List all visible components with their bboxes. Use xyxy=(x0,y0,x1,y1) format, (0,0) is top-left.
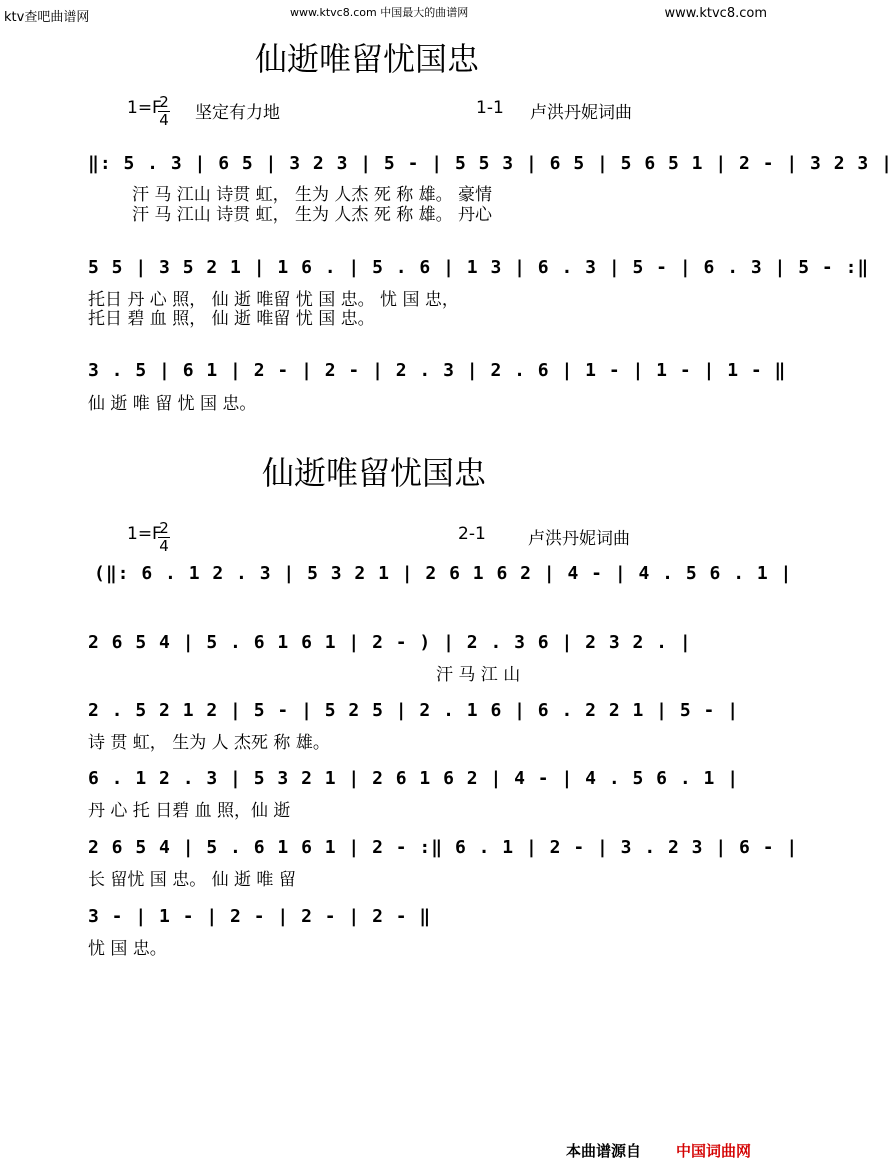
notation-row-2-6: 3 - | 1 - | 2 - | 2 - | 2 - ‖ xyxy=(88,906,432,927)
footer-source-label: 本曲谱源自 xyxy=(566,1142,642,1160)
notation-row-1-2: 5 5 | 3 5 2 1 | 1 6 . | 5 . 6 | 1 3 | 6 . 3 | 5 - | 6 . 3 | 5 - :‖ xyxy=(88,257,870,278)
section-number-2: 2-1 xyxy=(458,524,486,544)
lyrics-row-2-2: 汗 马 江 山 xyxy=(436,665,521,685)
credit-1: 卢洪丹妮词曲 xyxy=(530,103,632,123)
credit-2: 卢洪丹妮词曲 xyxy=(528,529,630,549)
time-top-1: 2 xyxy=(159,93,169,111)
song-title-1: 仙逝唯留忧国忠 xyxy=(255,40,480,78)
song-title-2: 仙逝唯留忧国忠 xyxy=(262,454,487,492)
site-banner-center: www.ktvc8.com 中国最大的曲谱网 xyxy=(290,6,469,19)
site-name-left: ktv查吧曲谱网 xyxy=(4,10,90,25)
lyrics-row-1-2a: 托日 丹 心 照， 仙 逝 唯留 忧 国 忠。 忧 国 忠， xyxy=(88,290,459,310)
notation-row-2-1: (‖: 6 . 1 2 . 3 | 5 3 2 1 | 2 6 1 6 2 | 4 - | 4 . 5 6 . 1 | xyxy=(94,563,793,584)
lyrics-row-1-3: 仙 逝 唯 留 忧 国 忠。 xyxy=(88,394,257,414)
section-number-1: 1-1 xyxy=(476,98,504,118)
notation-row-2-2: 2 6 5 4 | 5 . 6 1 6 1 | 2 - ) | 2 . 3 6 | 2 3 2 . | xyxy=(88,632,692,653)
notation-row-2-4: 6 . 1 2 . 3 | 5 3 2 1 | 2 6 1 6 2 | 4 - | 4 . 5 6 . 1 | xyxy=(88,768,740,789)
notation-row-1-1: ‖: 5 . 3 | 6 5 | 3 2 3 | 5 - | 5 5 3 | 6 5 | 5 6 5 1 | 2 - | 3 2 3 | xyxy=(88,153,893,174)
time-bottom-2: 4 xyxy=(159,537,169,555)
time-bottom-1: 4 xyxy=(159,111,169,129)
key-signature-1: 1=F xyxy=(127,98,162,118)
lyrics-row-1-1a: 汗 马 江山 诗贯 虹， 生为 人杰 死 称 雄。 豪情 xyxy=(132,185,493,205)
lyrics-row-2-6: 忧 国 忠。 xyxy=(88,939,167,959)
notation-row-2-5: 2 6 5 4 | 5 . 6 1 6 1 | 2 - :‖ 6 . 1 | 2 - | 3 . 2 3 | 6 - | xyxy=(88,837,799,858)
time-signature-2 xyxy=(158,521,170,554)
lyrics-row-1-1b: 汗 马 江山 诗贯 虹， 生为 人杰 死 称 雄。 丹心 xyxy=(132,205,493,225)
footer-source-site[interactable]: 中国词曲网 xyxy=(676,1142,752,1160)
notation-row-2-3: 2 . 5 2 1 2 | 5 - | 5 2 5 | 2 . 1 6 | 6 . 2 2 1 | 5 - | xyxy=(88,700,740,721)
lyrics-row-2-3: 诗 贯 虹， 生为 人 杰死 称 雄。 xyxy=(88,733,330,753)
time-signature-1 xyxy=(158,95,170,128)
lyrics-row-2-5: 长 留忧 国 忠。 仙 逝 唯 留 xyxy=(88,870,296,890)
key-signature-2: 1=F xyxy=(127,524,162,544)
notation-row-1-3: 3 . 5 | 6 1 | 2 - | 2 - | 2 . 3 | 2 . 6 | 1 - | 1 - | 1 - ‖ xyxy=(88,360,787,381)
time-top-2: 2 xyxy=(159,519,169,537)
lyrics-row-1-2b: 托日 碧 血 照， 仙 逝 唯留 忧 国 忠。 xyxy=(88,309,375,329)
tempo-marking-1: 坚定有力地 xyxy=(195,103,280,123)
lyrics-row-2-4: 丹 心 托 日碧 血 照，仙 逝 xyxy=(88,801,291,821)
site-url-right: www.ktvc8.com xyxy=(664,6,767,21)
